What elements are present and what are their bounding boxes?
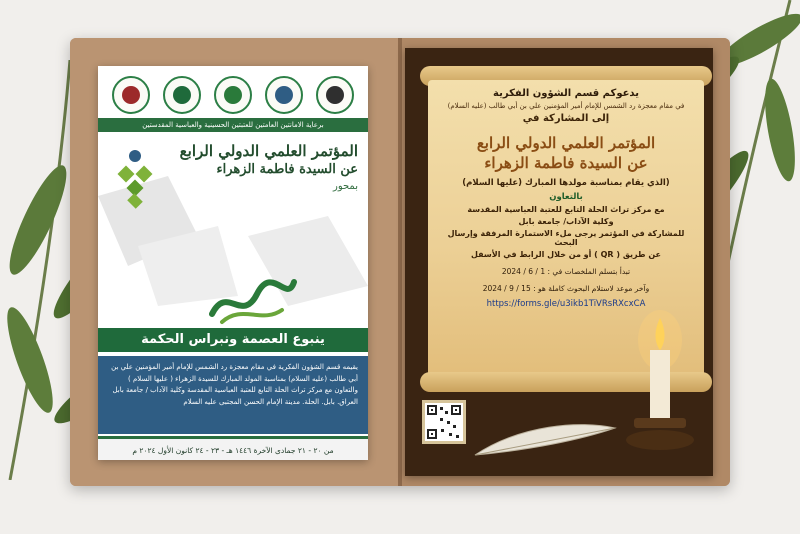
occasion-text: (الذي يقام بمناسبة مولدها المبارك (عليها السلام) — [462, 178, 670, 188]
abstract-start-date: تبدأ بتسلم الملخصات في : 1 / 6 / 2024 — [501, 267, 631, 276]
instructions-line1: للمشاركة في المؤتمر يرجى ملء الاستمارة المرفقة وإرسال البحث — [447, 229, 685, 247]
poster-slogan: ينبوع العصمة ونبراس الحكمة — [98, 328, 368, 352]
poster-title-line3: بمحور — [332, 181, 358, 192]
logo-3-icon — [214, 76, 252, 114]
cooperation-line1: مع مركز تراث الحلة التابع للعتبة العباسية المقدسة — [467, 205, 665, 214]
logo-5-icon — [316, 76, 354, 114]
qr-code-icon[interactable] — [422, 400, 466, 444]
participate-text: إلى المشاركة في — [522, 113, 610, 124]
poster-title-line2: عن السيدة فاطمة الزهراء — [216, 162, 358, 177]
conference-poster — [98, 66, 368, 460]
conference-title-line2: عن السيدة فاطمة الزهراء — [484, 154, 648, 172]
patronage-banner: برعاية الامانتين العامتين للعتبتين الحسينية والعباسية المقدستين — [98, 118, 368, 132]
cooperation-label: بالتعاون — [549, 192, 583, 202]
invitation-text — [440, 88, 692, 309]
candle-icon — [620, 300, 700, 470]
conference-title-line1: المؤتمر العلمي الدولي الرابع — [476, 134, 656, 152]
paper-deadline: وآخر موعد لاستلام البحوث كاملة هو : 15 / 9 / 2024 — [482, 284, 650, 293]
cooperation-line2: وكلية الآداب/ جامعة بابل — [518, 217, 614, 226]
instructions-line2: عن طريق ( QR ) أو من خلال الرابط في الأسفل — [470, 250, 661, 259]
quill-feather-icon — [470, 420, 620, 460]
logo-4-icon — [265, 76, 303, 114]
invite-subheading: في مقام معجزة رد الشمس للإمام أمير المؤمنين علي بن أبي طالب (عليه السلام) — [447, 102, 685, 110]
institution-logos — [106, 76, 360, 116]
logo-2-icon — [163, 76, 201, 114]
poster-title-block — [158, 142, 358, 192]
folder-spine — [398, 38, 402, 486]
poster-date: من ٢٠ - ٢١ جمادى الآخرة ١٤٤٦ هـ - ٢٣ - ٢٤ كانون الأول ٢٠٢٤ م — [98, 436, 368, 460]
fatima-calligraphy-icon — [202, 274, 302, 326]
logo-1-icon — [112, 76, 150, 114]
poster-title-line1: المؤتمر العلمي الدولي الرابع — [179, 142, 358, 160]
registration-link[interactable]: https://forms.gle/u3ikb1TiVRsRXcxCA — [486, 299, 646, 309]
emblem-icon — [112, 148, 158, 210]
invite-heading: يدعوكم قسم الشؤون الفكرية — [493, 88, 639, 99]
poster-description: يقيمه قسم الشؤون الفكرية في مقام معجزة رد الشمس للإمام أمير المؤمنين علي بن أبي طالب (عليه السلام) بمناسبة المولد المبارك للسيدة الزهراء ( عليها السلام ) والتعاون مع مركز تراث الحلة التابع للعتبة العباسية المقدسة وكلية الآداب / جامعة بابل العراق. بابل. الحلة. مدينة الإمام الحسن المجتبى عليه السلام — [98, 356, 368, 434]
